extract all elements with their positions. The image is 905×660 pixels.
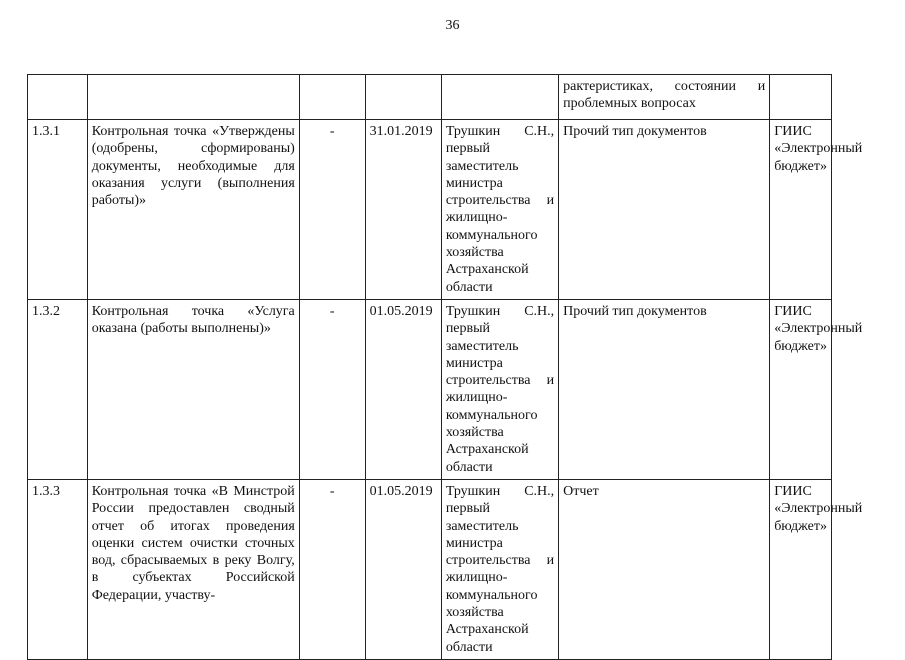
cell-date: 01.05.2019 — [365, 299, 441, 479]
table-row — [28, 479, 832, 659]
cell-doc-type: Прочий тип документов — [559, 120, 770, 300]
cell-executor — [441, 75, 558, 120]
table-row — [28, 75, 832, 120]
page-number: 36 — [445, 18, 460, 33]
cell-doc-type: рактеристиках, состоянии и проблемных вопросах — [559, 75, 770, 120]
cell-date: 31.01.2019 — [365, 120, 441, 300]
cell-name: Контрольная точка «В Минстрой России предоставлен сводный отчет об итогах проведения оценки систем очистки сточных вод, сбрасываемых в реку Волгу, в субъектах Российской Федерации, участву- — [87, 479, 299, 659]
cell-responsible: - — [299, 120, 365, 300]
cell-executor: Трушкин С.Н., первый заместитель министра строительства и жилищно-коммунального хозяйства Астраханской области — [441, 299, 558, 479]
cell-responsible: - — [299, 299, 365, 479]
cell-num — [28, 75, 88, 120]
cell-system — [770, 75, 832, 120]
cell-num: 1.3.1 — [28, 120, 88, 300]
cell-responsible: - — [299, 479, 365, 659]
cell-num: 1.3.2 — [28, 299, 88, 479]
cell-doc-type: Прочий тип документов — [559, 299, 770, 479]
cell-executor: Трушкин С.Н., первый заместитель министра строительства и жилищно-коммунального хозяйства Астраханской области — [441, 120, 558, 300]
cell-date — [365, 75, 441, 120]
cell-system: ГИИС «Электронный бюджет» — [770, 299, 832, 479]
cell-responsible — [299, 75, 365, 120]
plan-table — [27, 74, 863, 660]
cell-date: 01.05.2019 — [365, 479, 441, 659]
cell-doc-type: Отчет — [559, 479, 770, 659]
cell-name: Контрольная точка «Услуга оказана (работы выполнены)» — [87, 299, 299, 479]
cell-num: 1.3.3 — [28, 479, 88, 659]
cell-system: ГИИС «Электронный бюджет» — [770, 120, 832, 300]
cell-name: Контрольная точка «Утверждены (одобрены, сформированы) документы, необходимые для оказания услуги (выполнения работы)» — [87, 120, 299, 300]
cell-system: ГИИС «Электронный бюджет» — [770, 479, 832, 659]
cell-name — [87, 75, 299, 120]
table-row — [28, 299, 832, 479]
cell-executor: Трушкин С.Н., первый заместитель министра строительства и жилищно-коммунального хозяйства Астраханской области — [441, 479, 558, 659]
table-row — [28, 120, 832, 300]
